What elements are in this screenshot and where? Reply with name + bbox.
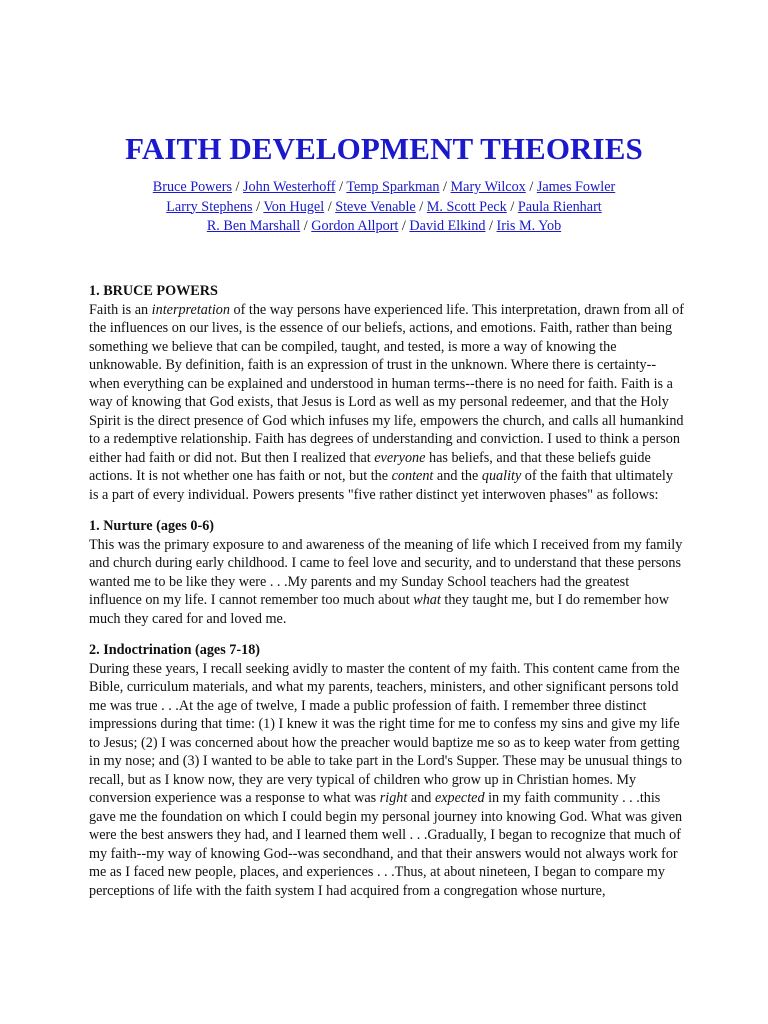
section-heading-bruce-powers: 1. BRUCE POWERS [89, 283, 218, 299]
link-mary-wilcox[interactable]: Mary Wilcox [450, 179, 526, 195]
section-paragraph-bruce-powers: Faith is an interpretation of the way persons have experienced life. This interpretation, drawn from all of the influences on our lives, is the essence of our beliefs, actions, and emotions. Faith, rather than being something we believe that can be compiled, taught, and tested, is more a way of knowing the unknowable. By definition, faith is an expression of trust in the unknown. Where there is certainty--when everything can be explained and understood in human terms--there is no need for faith. Faith is a way of knowing that God exists, that Jesus is Lord as well as my personal redeemer, and that the Holy Spirit is the direct presence of God which infuses my life, empowers the church, and calls all humankind to a redemptive relationship. Faith has degrees of understanding and conviction. I used to think a person either had faith or did not. But then I realized that everyone has beliefs, and that these beliefs guide actions. It is not whether one has faith or not, but the content and the quality of the faith that ultimately is a part of every individual. Powers presents "five rather distinct yet interwoven phases" as follows: [89, 301, 684, 503]
phase-heading-indoctrination: 2. Indoctrination (ages 7-18) [89, 642, 261, 658]
author-links-row-1: Bruce Powers / John Westerhoff / Temp Sparkman / Mary Wilcox / James Fowler [152, 179, 616, 195]
link-james-fowler[interactable]: James Fowler [536, 179, 616, 195]
author-links-row-3: R. Ben Marshall / Gordon Allport / David Elkind / Iris M. Yob [206, 218, 562, 234]
link-paula-rienhart[interactable]: Paula Rienhart [517, 198, 602, 215]
phase-paragraph-nurture: This was the primary exposure to and awareness of the meaning of life which I received from my family and church during early childhood. I came to feel love and security, and to understand that these persons wanted me to be like they were . . .My parents and my Sunday School teachers had the greatest influence on my life. I cannot remember too much about what they taught me, but I do remember how much they cared for and loved me. [89, 536, 683, 627]
link-bruce-powers[interactable]: Bruce Powers [152, 179, 232, 195]
author-links-row-2: Larry Stephens / Von Hugel / Steve Venable / M. Scott Peck / Paula Rienhart [166, 198, 602, 215]
article-body [89, 282, 685, 913]
page-title: FAITH DEVELOPMENT THEORIES [125, 131, 643, 166]
author-link-list [0, 178, 768, 237]
link-von-hugel[interactable]: Von Hugel [263, 198, 325, 215]
link-john-westerhoff[interactable]: John Westerhoff [243, 179, 336, 195]
phase-paragraph-indoctrination: During these years, I recall seeking avidly to master the content of my faith. This content came from the Bible, curriculum materials, and what my parents, teachers, ministers, and other significant persons told me was true . . .At the age of twelve, I made a public profession of faith. I remember three distinct impressions during that time: (1) I knew it was the right time for me to confess my sins and give my life to Jesus; (2) I was concerned about how the preacher would baptize me so as to keep water from getting in my nose; and (3) I wanted to be able to take part in the Lord's Supper. These may be unusual things to recall, but as I know now, they are very typical of children who grow up in Christian homes. My conversion experience was a response to what was right and expected in my faith community . . .this gave me the foundation on which I could begin my personal journey into knowing God. What was given were the best answers they had, and I learned them well . . .Gradually, I began to recognize that much of my faith--my way of knowing God--was secondhand, and that their answers would not always work for me as I faced new people, places, and experiences . . .Thus, at about nineteen, I began to compare my perceptions of life with the faith system I had acquired from a congregation whose nurture, [89, 660, 683, 899]
link-r-ben-marshall[interactable]: R. Ben Marshall [206, 218, 301, 234]
link-temp-sparkman[interactable]: Temp Sparkman [346, 179, 440, 195]
link-gordon-allport[interactable]: Gordon Allport [311, 218, 399, 234]
link-larry-stephens[interactable]: Larry Stephens [166, 198, 253, 215]
link-david-elkind[interactable]: David Elkind [409, 218, 486, 234]
phase-heading-nurture: 1. Nurture (ages 0-6) [89, 518, 215, 534]
link-steve-venable[interactable]: Steve Venable [335, 198, 416, 215]
link-iris-m-yob[interactable]: Iris M. Yob [496, 218, 562, 234]
link-m-scott-peck[interactable]: M. Scott Peck [426, 198, 507, 215]
